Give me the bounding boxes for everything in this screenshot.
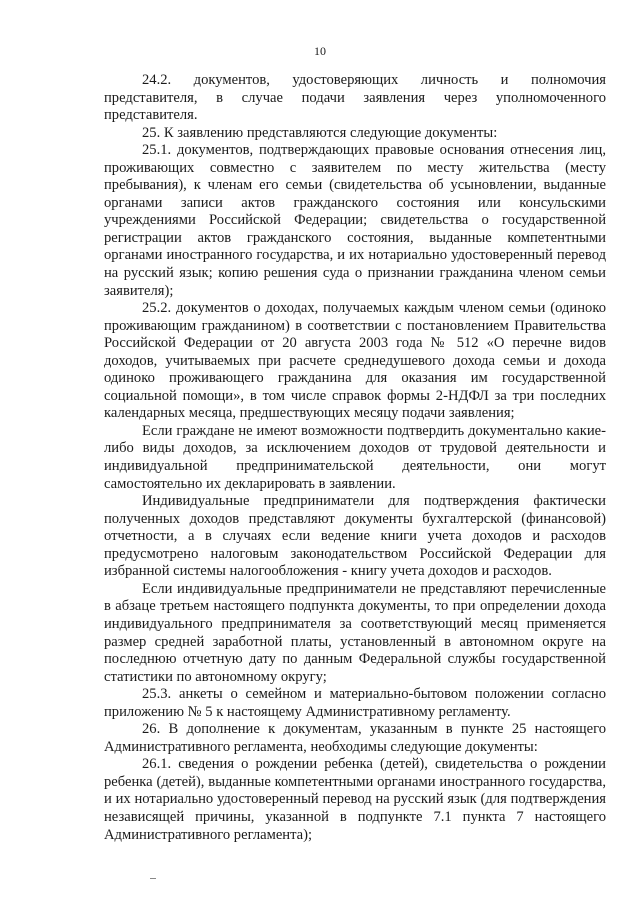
scan-mark — [150, 878, 156, 879]
paragraph-25: 25. К заявлению представляются следующие документы: — [142, 124, 498, 141]
paragraph-24-2: 24.2. документов, удостоверяющих личность и полномочия представителя, в случае подачи заявления через уполномоченного представителя. — [104, 72, 606, 124]
paragraph-entrepreneurs-average-salary: Если индивидуальные предприниматели не представляют перечисленные в абзаце третьем настоящего подпункта документы, то при определении дохода индивидуального предпринимателя за соответствующий месяц применяется размер средней заработной платы, установленный в автономном округе на последнюю отчетную дату по данным Федеральной службы государственной статистики по автономному округу; — [104, 580, 606, 685]
paragraph-26: 26. В дополнение к документам, указанным в пункте 25 настоящего Административного регламента, необходимы следующие документы: — [104, 721, 606, 755]
paragraph-entrepreneurs-documents: Индивидуальные предприниматели для подтверждения фактически полученных доходов представляют документы бухгалтерской (финансовой) отчетности, а в случаях если ведение книги учета доходов и расходов предусмотрено налоговым законодательством Российской Федерации для избранной системы налогообложения - книгу учета доходов и расходов. — [104, 493, 606, 580]
paragraph-25-3: 25.3. анкеты о семейном и материально-бытовом положении согласно приложению № 5 к настоящему Административному регламенту. — [104, 686, 606, 720]
paragraph-26-1: 26.1. сведения о рождении ребенка (детей), свидетельства о рождении ребенка (детей), выданные компетентными органами иностранного государства, и их нотариально удостоверенный перевод на русский язык (для подтверждения независящей причины, указанной в подпункте 7.1 пункта 7 настоящего Административного регламента); — [104, 756, 606, 843]
paragraph-25-1: 25.1. документов, подтверждающих правовые основания отнесения лиц, проживающих совместно с заявителем по месту жительства (месту пребывания), к членам его семьи (свидетельства об усыновлении, выданные органами записи актов гражданского состояния или консульскими учреждениями Российской Федерации; свидетельства о государственной регистрации актов гражданского состояния, выданные компетентными органами иностранного государства, и их нотариально удостоверенный перевод на русский язык; копию решения суда о признании гражданина членом семьи заявителя); — [104, 142, 606, 299]
page-number: 10 — [314, 44, 326, 58]
paragraph-self-declared-income: Если граждане не имеют возможности подтвердить документально какие-либо виды доходов, за исключением доходов от трудовой деятельности и индивидуальной предпринимательской деятельности, они могут самостоятельно их декларировать в заявлении. — [104, 422, 606, 492]
document-body — [104, 72, 606, 844]
paragraph-25-2: 25.2. документов о доходах, получаемых каждым членом семьи (одиноко проживающим гражданином) в соответствии с постановлением Правительства Российской Федерации от 20 августа 2003 года № 512 «О перечне видов доходов, учитываемых при расчете среднедушевого дохода семьи и дохода одиноко проживающего гражданина для оказания им государственной социальной помощи», в том числе справок формы 2-НДФЛ за три последних календарных месяца, предшествующих месяцу подачи заявления; — [104, 300, 606, 422]
